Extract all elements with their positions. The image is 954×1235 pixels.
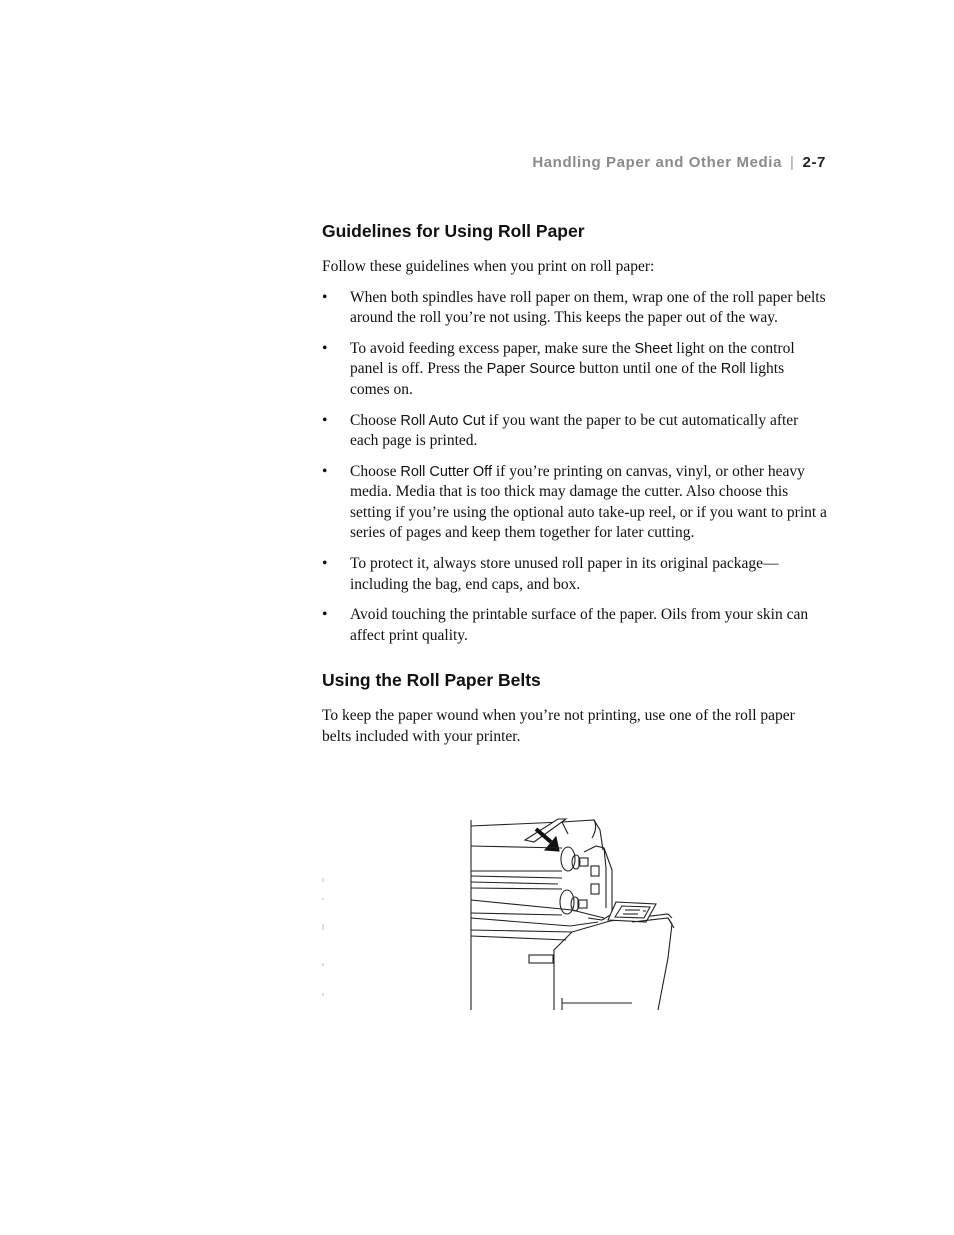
bullet-mark: •: [322, 339, 328, 357]
belts-paragraph: To keep the paper wound when you’re not printing, use one of the roll paper belts included with your printer.: [322, 707, 795, 745]
printer-illustration: [322, 818, 682, 1013]
sheet-light-label: Sheet: [634, 340, 673, 357]
intro-paragraph: Follow these guidelines when you print on roll paper:: [322, 258, 655, 275]
bullet-mark: •: [322, 555, 328, 573]
header-separator: |: [790, 154, 795, 171]
upper-roll: [471, 846, 588, 871]
bullet-mark: •: [322, 606, 328, 624]
page-number: 2-7: [802, 154, 826, 171]
page-content: [322, 219, 827, 747]
bullet-mark: •: [322, 462, 328, 480]
list-item: • To avoid feeding excess paper, make sure the Sheet light on the control panel is off. Press the Paper Source button until one of the Roll lights comes on.: [322, 339, 795, 398]
heading-guidelines: Guidelines for Using Roll Paper: [322, 221, 585, 241]
roll-auto-cut-label: Roll Auto Cut: [400, 412, 486, 429]
roll-light-label: Roll: [720, 361, 746, 378]
list-item: • Avoid touching the printable surface of the paper. Oils from your skin can affect print quality.: [322, 606, 809, 644]
running-header: [532, 154, 826, 171]
list-item: • Choose Roll Cutter Off if you’re printing on canvas, vinyl, or other heavy media. Media that is too thick may damage the cutter. Also choose this setting if you’re using the optional auto take-up reel, or if you want to print a series of pages and keep them together for later cutting.: [322, 462, 827, 542]
guidelines-list: [322, 288, 827, 647]
list-item: • Choose Roll Auto Cut if you want the paper to be cut automatically after each page is printed.: [322, 411, 799, 450]
control-panel: [608, 902, 656, 922]
heading-belts: Using the Roll Paper Belts: [322, 670, 541, 691]
paper-source-button-label: Paper Source: [486, 361, 576, 378]
roll-cutter-off-label: Roll Cutter Off: [400, 463, 492, 480]
bullet-mark: •: [322, 411, 328, 429]
section-title: Handling Paper and Other Media: [532, 154, 783, 171]
list-item: • To protect it, always store unused roll paper in its original package—including the bag, end caps, and box.: [322, 555, 779, 593]
bullet-mark: •: [322, 288, 328, 306]
list-item: • When both spindles have roll paper on them, wrap one of the roll paper belts around the roll you’re not using. This keeps the paper out of the way.: [322, 288, 826, 326]
